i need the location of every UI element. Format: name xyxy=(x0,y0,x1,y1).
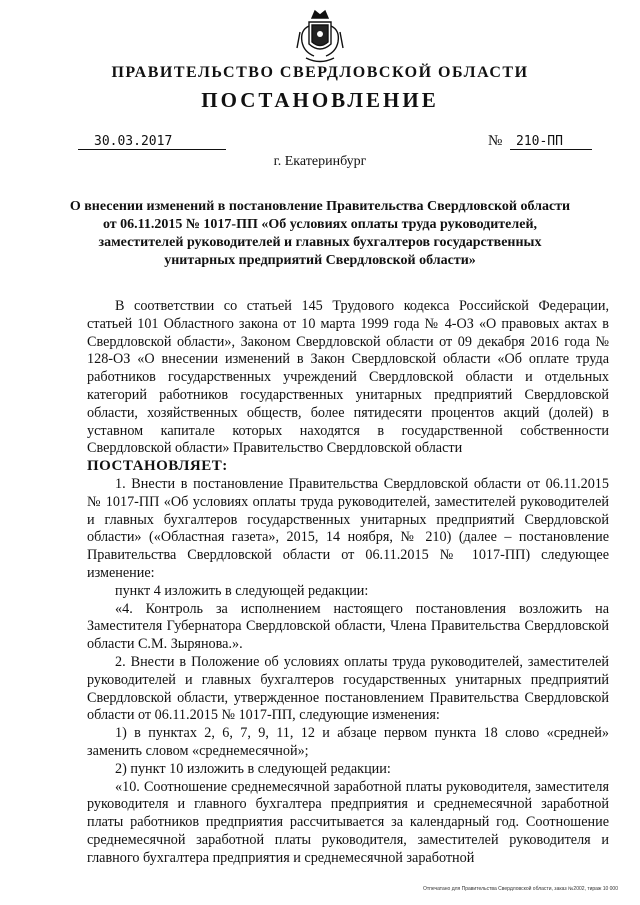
document-date: 30.03.2017 xyxy=(78,134,226,150)
paragraph-2a: 1) в пунктах 2, 6, 7, 9, 11, 12 и абзаце первом пункта 18 слово «средней» заменить словом «среднемесячной»; xyxy=(87,725,609,759)
decree-word: ПОСТАНОВЛЯЕТ: xyxy=(87,458,228,475)
paragraph-1b: «4. Контроль за исполнением настоящего постановления возложить на Заместителя Губернатора Свердловской области, Члена Правительства Свердловской области С.М. Зырянова.». xyxy=(87,600,609,653)
organization-name: ПРАВИТЕЛЬСТВО СВЕРДЛОВСКОЙ ОБЛАСТИ xyxy=(111,64,529,81)
document-number-block xyxy=(488,133,592,150)
document-number: 210-ПП xyxy=(510,134,592,150)
document-title: О внесении изменений в постановление Правительства Свердловской области от 06.11.2015 № 1017-ПП «Об условиях оплаты труда руководителей, заместителей руководителей и главных бухгалтеров государственных унитарных предприятий Свердловской области» xyxy=(69,199,571,268)
paragraph-1a: пункт 4 изложить в следующей редакции: xyxy=(115,582,369,599)
paragraph-2b: 2) пункт 10 изложить в следующей редакции: xyxy=(115,760,391,777)
paragraph-1: 1. Внести в постановление Правительства Свердловской области от 06.11.2015 № 1017-ПП «Об условиях оплаты труда руководителей, заместителей руководителей и главных бухгалтеров государственных унитарных предприятий Свердловской области» («Областная газета», 2015, 14 ноября, № 210) (далее – постановление Правительства Свердловской области от 06.11.2015 № 1017-ПП) следующее изменение: xyxy=(87,475,609,581)
paragraph-2c: «10. Соотношение среднемесячной заработной платы руководителя, заместителя руководителя и главного бухгалтера предприятия и среднемесячной заработной платы работников предприятия рассчитывается за календарный год. Соотношение среднемесячной заработной платы руководителя, заместителей руководителя и главного бухгалтера предприятия и среднемесячной заработной xyxy=(87,778,609,866)
print-footer: Отпечатано для Правительства Свердловской области, заказ №2002, тираж 10 000 xyxy=(422,886,618,892)
coat-of-arms-icon xyxy=(296,8,344,66)
document-type: ПОСТАНОВЛЕНИЕ xyxy=(201,88,439,112)
city: г. Екатеринбург xyxy=(273,154,367,169)
paragraph-2: 2. Внести в Положение об условиях оплаты труда руководителей, заместителей руководителей и главных бухгалтеров государственных унитарных предприятий Свердловской области, утвержденное постановлением Правительства Свердловской области от 06.11.2015 № 1017-ПП, следующие изменения: xyxy=(87,653,609,724)
document-body xyxy=(87,298,609,868)
preamble: В соответствии со статьей 145 Трудового кодекса Российской Федерации, статьей 101 Областного закона от 10 марта 1999 года № 4-ОЗ «О правовых актах в Свердловской области», Законом Свердловской области от 09 декабря 2016 года № 128-ОЗ «О внесении изменений в Закон Свердловской области «Об оплате труда работников государственных учреждений Свердловской области и отдельных категорий работников государственных унитарных предприятий Свердловской области, хозяйственных обществ, более пятидесяти процентов акций (долей) в уставном капитале которых находятся в государственной собственности Свердловской области» Правительство Свердловской области xyxy=(87,298,609,457)
number-sign: № xyxy=(488,133,503,149)
